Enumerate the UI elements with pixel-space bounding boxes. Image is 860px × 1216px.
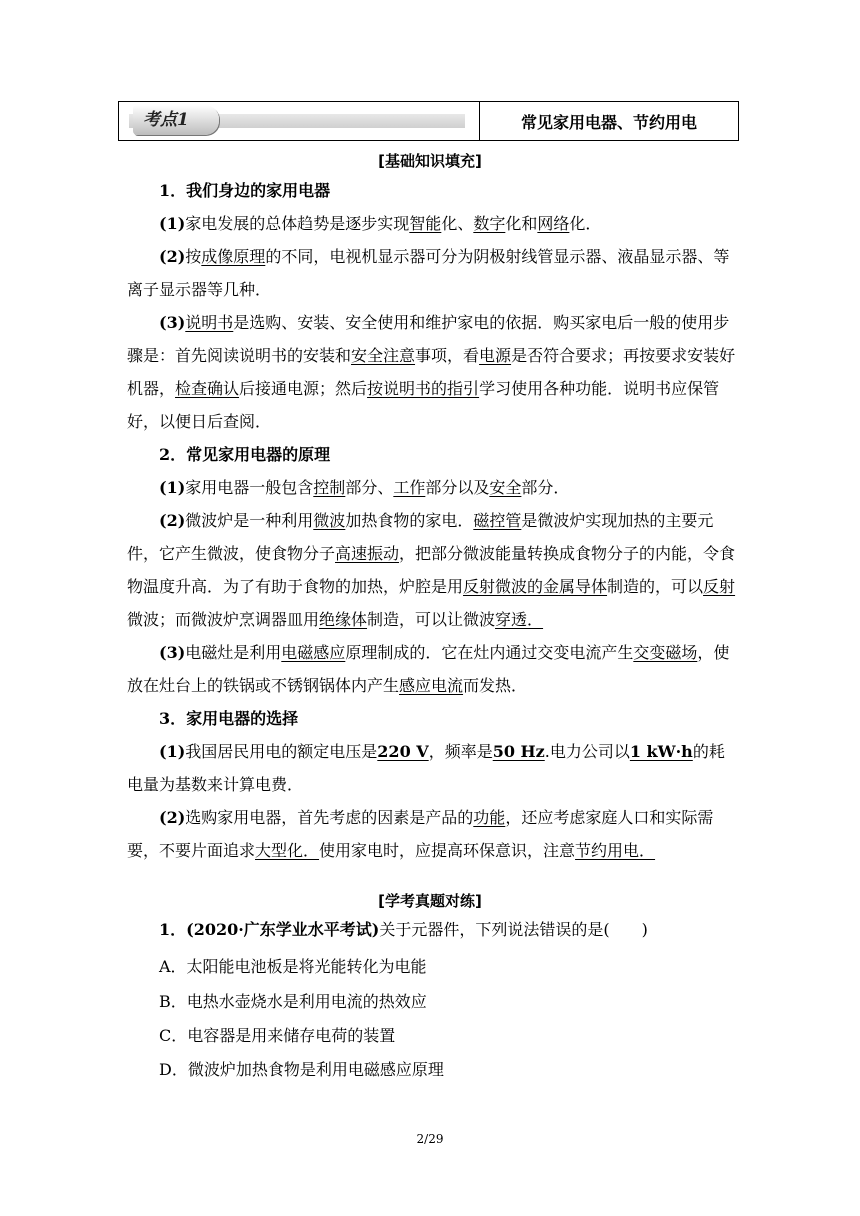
s2-p1: (1)家用电器一般包含控制部分、工作部分以及安全部分．	[159, 478, 570, 497]
s1-p1: (1)家电发展的总体趋势是逐步实现智能化、数字化和网络化．	[159, 214, 602, 233]
section-basic: [基础知识填充]	[378, 152, 482, 170]
section-exam: [学考真题对练]	[378, 892, 482, 910]
question-stem: 1．(2020·广东学业水平考试)关于元器件，下列说法错误的是( )	[159, 920, 648, 939]
badge-cell	[119, 102, 480, 140]
s2-p3: (3)电磁灶是利用电磁感应原理制成的．它在灶内通过交变电流产生交变磁场，使放在灶台上的铁锅或不锈钢锅体内产生感应电流而发热．	[127, 643, 730, 695]
s2-title: 2．常见家用电器的原理	[159, 445, 331, 464]
topic-badge: 考点1	[133, 105, 219, 135]
topic-title: 常见家用电器、节约用电	[520, 112, 697, 132]
page-number: 2/29	[416, 1132, 444, 1146]
s3-p2: (2)选购家用电器，首先考虑的因素是产品的功能，还应考虑家庭人口和实际需要，不要片面追求大型化．使用家电时，应提高环保意识，注意节约用电．	[127, 808, 714, 860]
s3-p1: (1)我国居民用电的额定电压是220 V，频率是50 Hz.电力公司以1 kW·h的耗电量为基数来计算电费．	[127, 742, 725, 794]
topic-header	[118, 101, 739, 141]
s1-p3: (3)说明书是选购、安装、安全使用和维护家电的依据．购买家电后一般的使用步骤是：首先阅读说明书的安装和安全注意事项，看电源是否符合要求；再按要求安装好机器，检查确认后接通电源；然后按说明书的指引学习使用各种功能．说明书应保管好，以便日后查阅．	[127, 313, 736, 431]
s1-p2: (2)按成像原理的不同，电视机显示器可分为阴极射线管显示器、液晶显示器、等离子显示器等几种．	[127, 247, 730, 299]
option-d: D．微波炉加热食物是利用电磁感应原理	[159, 1060, 444, 1079]
option-a: A．太阳能电池板是将光能转化为电能	[159, 957, 427, 976]
s2-p2: (2)微波炉是一种利用微波加热食物的家电．磁控管是微波炉实现加热的主要元件，它产生微波，使食物分子高速振动，把部分微波能量转换成食物分子的内能，令食物温度升高．为了有助于食物的加热，炉腔是用反射微波的金属导体制造的，可以反射微波；而微波炉烹调器皿用绝缘体制造，可以让微波穿透．	[127, 511, 736, 629]
option-b: B．电热水壶烧水是利用电流的热效应	[159, 992, 427, 1011]
option-c: C．电容器是用来储存电荷的装置	[159, 1026, 396, 1045]
s3-title: 3．家用电器的选择	[159, 709, 299, 728]
s1-title: 1．我们身边的家用电器	[159, 181, 331, 200]
